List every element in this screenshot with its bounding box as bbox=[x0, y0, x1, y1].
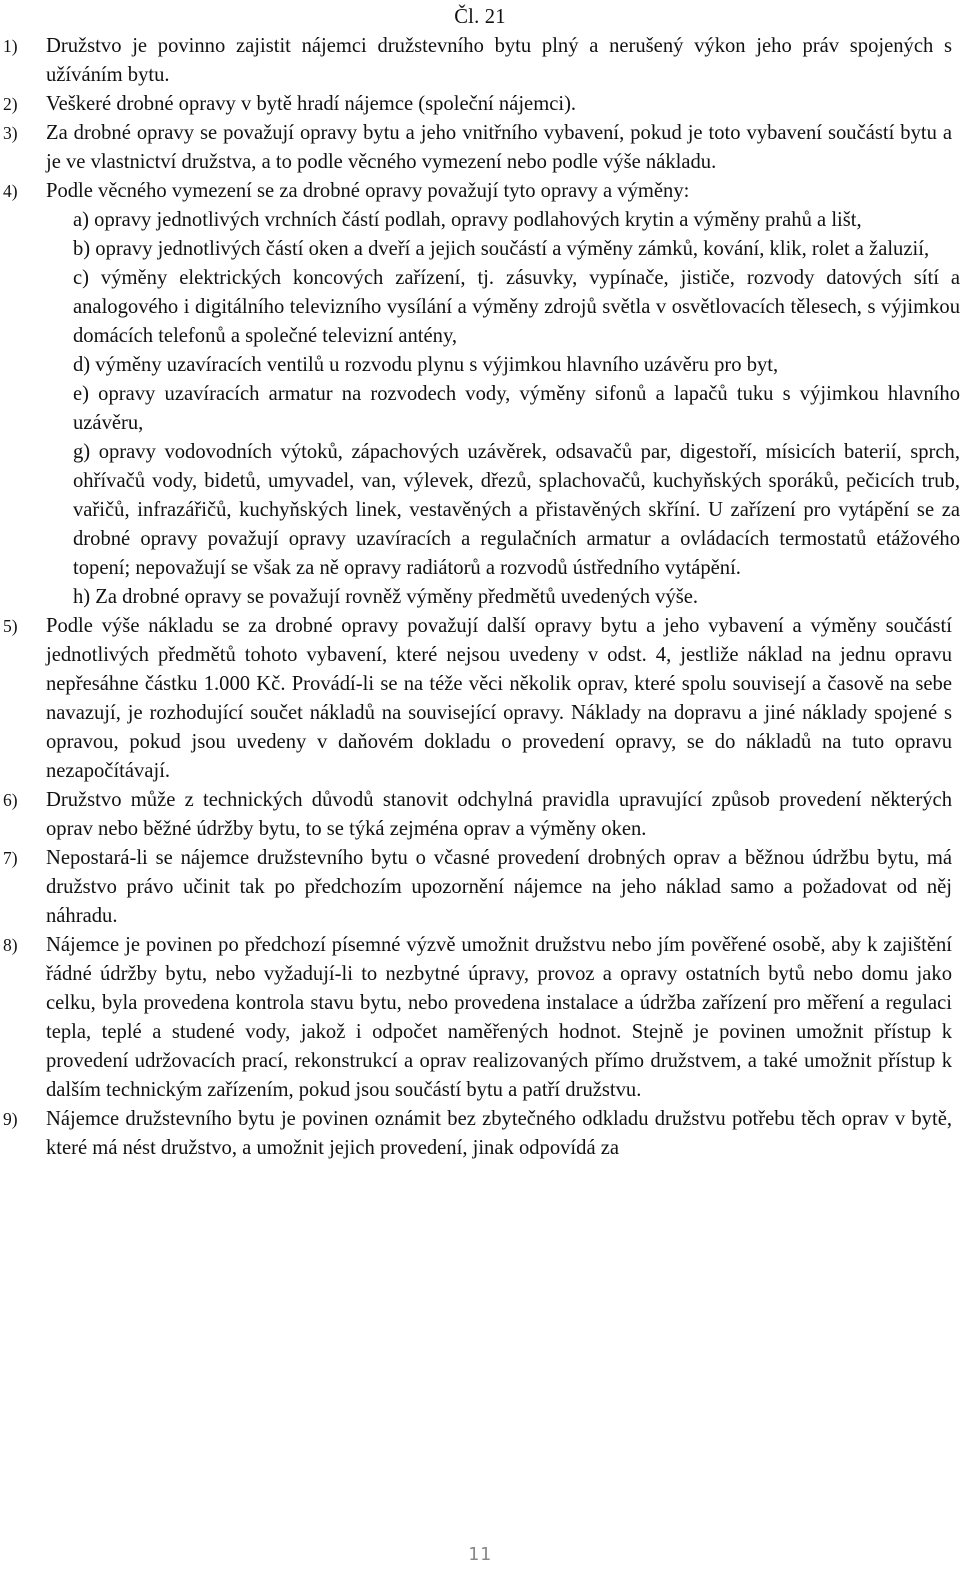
paragraph-1 bbox=[0, 32, 960, 90]
paragraph-9 bbox=[0, 1105, 960, 1163]
paragraph-number: 5) bbox=[3, 616, 18, 636]
paragraph-7 bbox=[0, 844, 960, 931]
page-number: 11 bbox=[468, 1544, 492, 1565]
paragraph-8 bbox=[0, 931, 960, 1105]
paragraph-text: Nepostará-li se nájemce družstevního bytu o včasné provedení drobných oprav a běžnou údržbu bytu, má družstvo právo učinit tak po předchozím upozornění nájemce na jeho náklad samo a požadovat od něj náhradu. bbox=[46, 847, 952, 927]
subitem-c: c) výměny elektrických koncových zařízení, tj. zásuvky, vypínače, jističe, rozvody datových sítí a analogového i digitálního televizního vysílání a výměny zdrojů světla v osvětlovacích tělesech, s výjimkou domácích telefonů a společné televizní antény, bbox=[73, 267, 960, 347]
subitem-a: a) opravy jednotlivých vrchních částí podlah, opravy podlahových krytin a výměny prahů a lišt, bbox=[73, 209, 862, 231]
paragraph-text: Družstvo je povinno zajistit nájemci družstevního bytu plný a nerušený výkon jeho práv spojených s užíváním bytu. bbox=[46, 35, 952, 86]
paragraph-6 bbox=[0, 786, 960, 844]
paragraph-number: 7) bbox=[3, 848, 18, 868]
paragraph-number: 2) bbox=[3, 94, 18, 114]
paragraph-number: 8) bbox=[3, 935, 18, 955]
paragraph-2 bbox=[0, 90, 960, 119]
paragraph-text: Veškeré drobné opravy v bytě hradí nájemce (společní nájemci). bbox=[46, 93, 577, 115]
paragraph-number: 9) bbox=[3, 1109, 18, 1129]
paragraph-number: 6) bbox=[3, 790, 18, 810]
subitem-b: b) opravy jednotlivých částí oken a dveří a jejich součástí a výměny zámků, kování, klik, rolet a žaluzií, bbox=[73, 238, 930, 260]
subitem-h: h) Za drobné opravy se považují rovněž výměny předmětů uvedených výše. bbox=[73, 586, 699, 608]
paragraph-3 bbox=[0, 119, 960, 177]
paragraph-text: Nájemce družstevního bytu je povinen oznámit bez zbytečného odkladu družstvu potřebu těch oprav v bytě, které má nést družstvo, a umožnit jejich provedení, jinak odpovídá za bbox=[46, 1108, 952, 1159]
paragraph-text: Nájemce je povinen po předchozí písemné výzvě umožnit družstvu nebo jím pověřené osobě, aby k zajištění řádné údržby bytu, nebo vyžadují-li to nezbytné úpravy, provoz a opravy ostatních bytů nebo domu jako celku, byla provedena kontrola stavu bytu, nebo provedena instalace a údržba zařízení pro měření a regulaci tepla, teplé a studené vody, jakož i odpočet naměřených hodnot. Stejně je povinen umožnit přístup k provedení udržovacích prací, rekonstrukcí a oprav realizovaných přímo družstvem, a také umožnit přístup k dalším technickým zařízením, pokud jsou součástí bytu a patří družstvu. bbox=[46, 934, 952, 1101]
paragraph-5 bbox=[0, 612, 960, 786]
paragraph-text: Podle výše nákladu se za drobné opravy považují další opravy bytu a jeho vybavení a výměny součástí jednotlivých předmětů tohoto vybavení, které nejsou uvedeny v odst. 4, jestliže náklad na jednu opravu nepřesáhne částku 1.000 Kč. Provádí-li se na téže věci několik oprav, které spolu souvisejí a časově na sebe navazují, je rozhodující součet nákladů na související opravy. Náklady na dopravu a jiné náklady spojené s opravou, pokud jsou uvedeny v daňovém dokladu o provedení opravy, se do nákladů na tuto opravu nezapočítávají. bbox=[46, 615, 952, 782]
subitem-d: d) výměny uzavíracích ventilů u rozvodu plynu s výjimkou hlavního uzávěru pro byt, bbox=[73, 354, 779, 376]
paragraph-4 bbox=[0, 177, 960, 206]
document-body bbox=[0, 32, 960, 1163]
paragraph-number: 4) bbox=[3, 181, 18, 201]
paragraph-number: 3) bbox=[3, 123, 18, 143]
paragraph-text: Za drobné opravy se považují opravy bytu a jeho vnitřního vybavení, pokud je toto vybavení součástí bytu a je ve vlastnictví družstva, a to podle věcného vymezení nebo podle výše nákladu. bbox=[46, 122, 952, 173]
paragraph-number: 1) bbox=[3, 36, 18, 56]
subitem-g: g) opravy vodovodních výtoků, zápachových uzávěrek, odsavačů par, digestoří, mísicích baterií, sprch, ohřívačů vody, bidetů, umyvadel, van, výlevek, dřezů, splachovačů, kuchyňských sporáků, pečicích trub, vařičů, infrazářičů, kuchyňských linek, vestavěných a přistavěných skříní. U zařízení pro vytápění se za drobné opravy považují opravy uzavíracích a regulačních armatur a ovládacích termostatů etážového topení; nepovažují se však za ně opravy radiátorů a rozvodů ústředního vytápění. bbox=[73, 441, 960, 579]
article-heading: Čl. 21 bbox=[454, 6, 506, 28]
paragraph-text: Podle věcného vymezení se za drobné opravy považují tyto opravy a výměny: bbox=[46, 180, 690, 202]
paragraph-text: Družstvo může z technických důvodů stanovit odchylná pravidla upravující způsob provedení některých oprav nebo běžné údržby bytu, to se týká zejména oprav a výměny oken. bbox=[46, 789, 952, 840]
subitem-e: e) opravy uzavíracích armatur na rozvodech vody, výměny sifonů a lapačů tuku s výjimkou hlavního uzávěru, bbox=[73, 383, 960, 434]
